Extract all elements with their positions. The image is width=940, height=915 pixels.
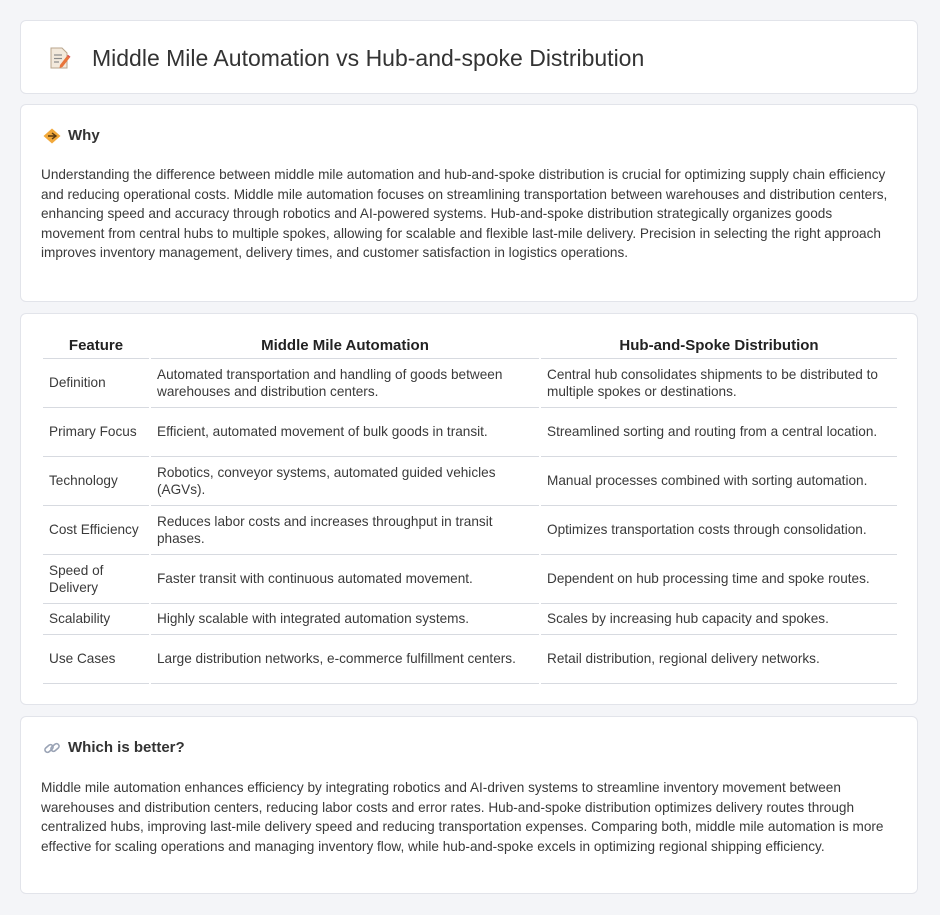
middle-mile-cell: Robotics, conveyor systems, automated guided vehicles (AGVs). — [151, 457, 539, 506]
table-row — [43, 359, 897, 408]
table-header-row — [43, 332, 897, 359]
header-hub-and-spoke: Hub-and-Spoke Distribution — [541, 332, 897, 359]
feature-cell: Definition — [43, 359, 149, 408]
comparison-table — [41, 332, 899, 684]
comparison-table-card — [20, 313, 918, 705]
which-is-better-section — [20, 716, 918, 894]
feature-cell: Technology — [43, 457, 149, 506]
middle-mile-cell: Automated transportation and handling of goods between warehouses and distribution centers. — [151, 359, 539, 408]
header-middle-mile: Middle Mile Automation — [151, 332, 539, 359]
hub-spoke-cell: Manual processes combined with sorting automation. — [541, 457, 897, 506]
hub-spoke-cell: Scales by increasing hub capacity and spokes. — [541, 604, 897, 635]
better-text: Middle mile automation enhances efficiency by integrating robotics and AI-driven systems to streamline inventory movement between warehouses and distribution centers, reducing labor costs and error rates. Hub-and-spoke distribution optimizes delivery routes through centralized hubs, improving last-mile delivery speed and reducing transportation expenses. Comparing both, middle mile automation is more effective for scaling operations and managing inventory flow, while hub-and-spoke excels in optimizing regional shipping efficiency. — [41, 780, 884, 854]
diamond-sign-icon — [43, 128, 61, 144]
table-row — [43, 635, 897, 684]
header-card — [20, 20, 918, 94]
hub-spoke-cell: Central hub consolidates shipments to be distributed to multiple spokes or destinations. — [541, 359, 897, 408]
hub-spoke-cell: Dependent on hub processing time and spoke routes. — [541, 555, 897, 604]
middle-mile-cell: Reduces labor costs and increases throughput in transit phases. — [151, 506, 539, 555]
middle-mile-cell: Large distribution networks, e-commerce fulfillment centers. — [151, 635, 539, 684]
table-row — [43, 457, 897, 506]
middle-mile-cell: Efficient, automated movement of bulk goods in transit. — [151, 408, 539, 457]
middle-mile-cell: Highly scalable with integrated automation systems. — [151, 604, 539, 635]
table-row — [43, 408, 897, 457]
table-row — [43, 604, 897, 635]
feature-cell: Cost Efficiency — [43, 506, 149, 555]
why-text: Understanding the difference between middle mile automation and hub-and-spoke distribution is crucial for optimizing supply chain efficiency and reducing operational costs. Middle mile automation focuses on streamlining transportation between warehouses and distribution centers, enhancing speed and accuracy through robotics and AI-powered systems. Hub-and-spoke distribution strategically organizes goods movement from central hubs to multiple spokes, allowing for scalable and flexible last-mile delivery. Precision in selecting the right approach improves inventory management, delivery times, and customer satisfaction in logistics operations. — [41, 167, 888, 260]
table-row — [43, 555, 897, 604]
feature-cell: Scalability — [43, 604, 149, 635]
why-title: Why — [68, 127, 100, 144]
feature-cell: Speed of Delivery — [43, 555, 149, 604]
header-feature: Feature — [43, 332, 149, 359]
middle-mile-cell: Faster transit with continuous automated movement. — [151, 555, 539, 604]
page-title: Middle Mile Automation vs Hub-and-spoke Distribution — [92, 45, 645, 71]
feature-cell: Primary Focus — [43, 408, 149, 457]
better-title: Which is better? — [68, 739, 185, 756]
table-row — [43, 506, 897, 555]
feature-cell: Use Cases — [43, 635, 149, 684]
link-icon — [43, 740, 61, 756]
hub-spoke-cell: Retail distribution, regional delivery networks. — [541, 635, 897, 684]
why-section — [20, 104, 918, 302]
document-edit-icon — [47, 46, 71, 70]
hub-spoke-cell: Streamlined sorting and routing from a central location. — [541, 408, 897, 457]
hub-spoke-cell: Optimizes transportation costs through consolidation. — [541, 506, 897, 555]
